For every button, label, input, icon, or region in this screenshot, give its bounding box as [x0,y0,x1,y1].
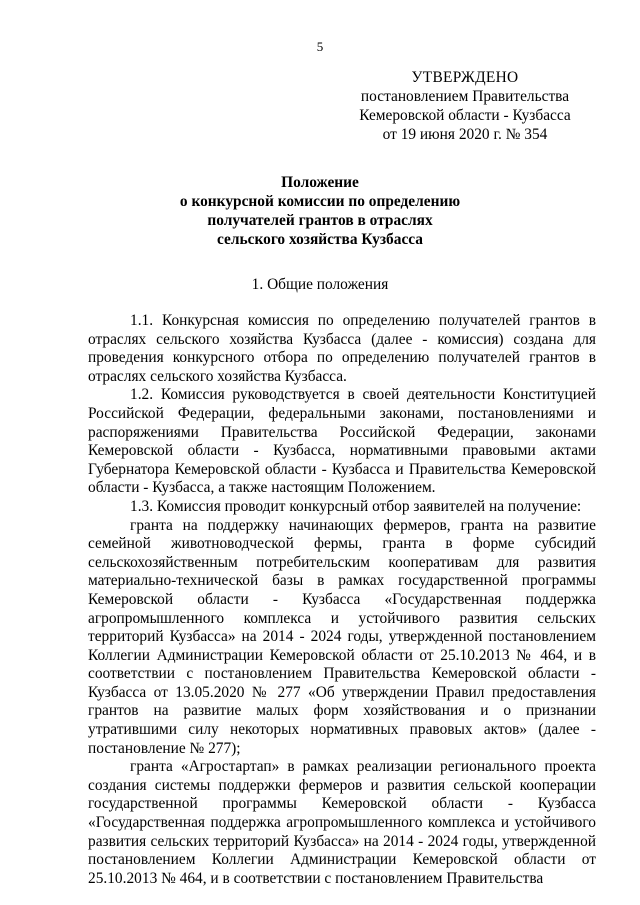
approval-line: Кемеровской области - Кузбасса [359,107,571,124]
paragraph-1-1: 1.1. Конкурсная комиссия по определению получателей грантов в отраслях сельского хозяйства Кузбасса (далее - комиссия) создана для проведения конкурсного отбора по определению получателей грантов в отраслях сельского хозяйства Кузбасса. [88,312,596,385]
document-title-line: о конкурсной комиссии по определению [179,193,461,210]
section-heading: 1. Общие положения [251,276,389,293]
paragraph-1-2: 1.2. Комиссия руководствуется в своей деятельности Конституцией Российской Федерации, федеральными законами, постановлениями и распоряжениями Правительства Российской Федерации, законами Кемеровской области - Кузбасса, нормативными правовыми актами Губернатора Кемеровской области - Кузбасса и Правительства Кемеровской области - Кузбасса, а также настоящим Положением. [88,386,596,497]
document-title-line: Положение [281,174,359,191]
approval-stamp [350,68,580,144]
paragraph-grant-list-item: гранта на поддержку начинающих фермеров, гранта на развитие семейной животноводческой фермы, гранта в форме субсидий сельскохозяйственным потребительским кооперативам для развития материально-технической базы в рамках государственной программы Кемеровской области - Кузбасса «Государственная поддержка агропромышленного комплекса и устойчивого развития сельских территорий Кузбасса» на 2014 - 2024 годы, утвержденной постановлением Коллегии Администрации Кемеровской области от 25.10.2013 № 464, и в соответствии с постановлением Правительства Кемеровской области - Кузбасса от 13.05.2020 № 277 «Об утверждении Правил предоставления грантов на развитие малых форм хозяйствования и о признании утратившими силу некоторых нормативных правовых актов» (далее - постановление № 277); [88,516,596,757]
approval-line: постановлением Правительства [360,88,570,105]
document-title [90,173,550,249]
page-number: 5 [316,39,324,54]
document-title-line: получателей грантов в отраслях [207,212,433,229]
approval-line: от 19 июня 2020 г. № 354 [382,126,548,143]
section-body [88,312,596,888]
paragraph-grant-list-item: гранта «Агростартап» в рамках реализации регионального проекта создания системы поддержки фермеров и развития сельской кооперации государственной программы Кемеровской области - Кузбасса «Государственная поддержка агропромышленного комплекса и устойчивого развития сельских территорий Кузбасса» на 2014 - 2024 годы, утвержденной постановлением Коллегии Администрации Кемеровской области от 25.10.2013 № 464, и в соответствии с постановлением Правительства [88,758,596,887]
document-title-line: сельского хозяйства Кузбасса [217,231,423,248]
approval-heading: УТВЕРЖДЕНО [411,69,519,86]
paragraph-1-3: 1.3. Комиссия проводит конкурсный отбор заявителей на получение: [130,497,582,515]
